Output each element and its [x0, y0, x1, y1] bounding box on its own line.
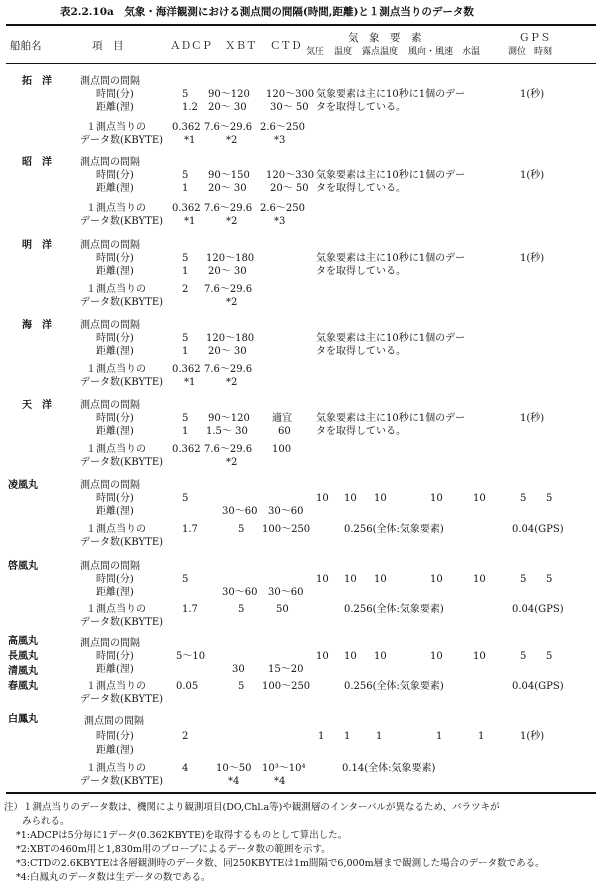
label-interval: 測点間の間隔 — [80, 480, 140, 491]
met-wind: 1 — [436, 731, 443, 742]
adcp-time: 5 — [182, 333, 189, 344]
label-per1: １測点当りの — [86, 284, 146, 295]
ctd-dist: 30～ 50 — [270, 102, 309, 113]
label-per1: １測点当りの — [86, 122, 146, 133]
met-water: 10 — [473, 574, 486, 585]
adcp-time: 5 — [182, 413, 189, 424]
header-gps-pos: 測位 — [508, 47, 527, 57]
header-adcp: ＡＤＣＰ — [170, 40, 212, 52]
label-time: 時間(分) — [96, 731, 134, 742]
header-gps-time: 時刻 — [534, 47, 553, 57]
note-3: *3:CTDの2.6KBYTEは各層観測時のデータ数、同250KBYTEは1m間隔で6,000m層まで観測した場合のデータ数である。 — [16, 858, 545, 869]
label-interval: 測点間の間隔 — [84, 716, 144, 727]
met-wind: 10 — [430, 651, 443, 662]
label-per2: データ数(KBYTE) — [80, 537, 164, 548]
xbt-dist: 30～60 — [222, 506, 258, 517]
adcp-mark: *1 — [184, 135, 196, 146]
header-met-pressure: 気圧 — [306, 47, 325, 57]
table-bottom-rule — [6, 792, 596, 794]
note-1: *1:ADCPは5分毎に1データ(0.362KBYTE)を取得するものとして算出した。 — [16, 830, 348, 841]
met-note-line1: 気象要素は主に10秒に1個のデー — [316, 170, 466, 181]
ctd-time: 120～300 — [266, 89, 315, 100]
ship-name: 清風丸 — [8, 666, 38, 677]
met-wind: 10 — [430, 574, 443, 585]
label-per1: １測点当りの — [86, 681, 146, 692]
adcp-size: 0.05 — [176, 681, 199, 692]
gps-pos: 5 — [520, 574, 527, 585]
header-met-water: 水温 — [462, 47, 481, 57]
adcp-time: 5 — [182, 89, 189, 100]
note-4: *4:白鳳丸のデータ数は生データの数である。 — [16, 872, 211, 883]
label-per1: １測点当りの — [86, 524, 146, 535]
label-per1: １測点当りの — [86, 444, 146, 455]
header-gps: ＧＰＳ — [519, 32, 551, 44]
label-interval: 測点間の間隔 — [80, 320, 140, 331]
ctd-mark: *3 — [274, 135, 286, 146]
xbt-time: 90～120 — [208, 89, 250, 100]
label-dist: 距離(浬) — [96, 506, 134, 517]
adcp-time: 5 — [182, 574, 189, 585]
xbt-size: 5 — [238, 604, 245, 615]
ship-name: 白鳳丸 — [8, 714, 38, 725]
xbt-time: 120～180 — [206, 333, 255, 344]
ship-name: 春風丸 — [8, 681, 38, 692]
ctd-dist: 60 — [278, 426, 291, 437]
met-water: 10 — [473, 493, 486, 504]
met-pressure: 1 — [318, 731, 325, 742]
xbt-dist: 1.5～ 30 — [206, 426, 248, 437]
label-interval: 測点間の間隔 — [80, 76, 140, 87]
label-time: 時間(分) — [96, 89, 134, 100]
ctd-time: 適宜 — [272, 413, 292, 424]
label-per2: データ数(KBYTE) — [80, 776, 164, 787]
label-time: 時間(分) — [96, 574, 134, 585]
table-title: 表2.2.10a 気象・海洋観測における測点間の間隔(時間,距離)と１測点当りのデータ数 — [60, 6, 474, 18]
ship-name: 天 洋 — [22, 400, 52, 411]
adcp-mark: *1 — [184, 377, 196, 388]
adcp-dist: 1 — [182, 183, 189, 194]
met-note-line2: タを取得している。 — [316, 426, 406, 437]
label-per2: データ数(KBYTE) — [80, 617, 164, 628]
header-bottom-rule — [6, 63, 596, 64]
adcp-time: 5 — [182, 253, 189, 264]
ctd-size: 50 — [276, 604, 289, 615]
adcp-time: 5～10 — [176, 651, 206, 662]
header-top-rule — [6, 24, 596, 26]
met-dew: 1 — [376, 731, 383, 742]
met-water: 1 — [478, 731, 485, 742]
xbt-dist: 20～ 30 — [208, 183, 247, 194]
gps-pos: 5 — [520, 493, 527, 504]
ctd-size: 100～250 — [262, 681, 311, 692]
met-dew: 10 — [374, 651, 387, 662]
gps-value: 1(秒) — [520, 413, 545, 424]
adcp-size: 1.7 — [182, 524, 198, 535]
label-interval: 測点間の間隔 — [80, 240, 140, 251]
note-main-line2: みられる。 — [22, 816, 70, 827]
met-temp: 1 — [344, 731, 351, 742]
met-note-line1: 気象要素は主に10秒に1個のデー — [316, 413, 466, 424]
label-dist: 距離(浬) — [96, 346, 134, 357]
gps-value: 1(秒) — [520, 253, 545, 264]
met-temp: 10 — [344, 493, 357, 504]
label-per2: データ数(KBYTE) — [80, 694, 164, 705]
note-2: *2:XBTの460m用と1,830m用のプローブによるデータ数の範囲を示す。 — [16, 844, 331, 855]
met-wind: 10 — [430, 493, 443, 504]
met-pressure: 10 — [316, 493, 329, 504]
label-time: 時間(分) — [96, 493, 134, 504]
xbt-mark: *2 — [226, 216, 238, 227]
met-size: 0.256(全体:気象要素) — [344, 524, 444, 535]
ctd-mark: *3 — [274, 216, 286, 227]
ship-name: 凌風丸 — [8, 480, 38, 491]
ship-name: 昭 洋 — [22, 157, 52, 168]
xbt-dist: 20～ 30 — [208, 102, 247, 113]
label-per1: １測点当りの — [86, 364, 146, 375]
xbt-size: 5 — [238, 681, 245, 692]
met-note-line2: タを取得している。 — [316, 102, 406, 113]
gps-time: 5 — [546, 574, 553, 585]
met-note-line2: タを取得している。 — [316, 183, 406, 194]
gps-size: 0.04(GPS) — [512, 681, 564, 692]
label-per2: データ数(KBYTE) — [80, 216, 164, 227]
label-dist: 距離(浬) — [96, 426, 134, 437]
xbt-size: 7.6～29.6 — [204, 122, 253, 133]
adcp-size: 4 — [182, 763, 189, 774]
xbt-size: 5 — [238, 524, 245, 535]
header-ship: 船舶名 — [10, 40, 42, 52]
xbt-mark: *2 — [226, 135, 238, 146]
adcp-time: 5 — [182, 170, 189, 181]
xbt-dist: 20～ 30 — [208, 346, 247, 357]
label-dist: 距離(浬) — [96, 745, 134, 756]
met-temp: 10 — [344, 651, 357, 662]
header-met-wind: 風向・風速 — [408, 47, 454, 57]
adcp-size: 2 — [182, 284, 189, 295]
xbt-dist: 20～ 30 — [208, 266, 247, 277]
header-met-dew: 露点温度 — [362, 47, 399, 57]
gps-value: 1(秒) — [520, 731, 545, 742]
met-note-line1: 気象要素は主に10秒に1個のデー — [316, 333, 466, 344]
label-per1: １測点当りの — [86, 604, 146, 615]
label-dist: 距離(浬) — [96, 102, 134, 113]
label-per2: データ数(KBYTE) — [80, 377, 164, 388]
header-xbt: ＸＢＴ — [225, 40, 257, 52]
met-dew: 10 — [374, 574, 387, 585]
met-temp: 10 — [344, 574, 357, 585]
xbt-dist: 30～60 — [222, 587, 258, 598]
label-time: 時間(分) — [96, 651, 134, 662]
ctd-size: 100～250 — [262, 524, 311, 535]
header-item: 項 目 — [92, 40, 124, 52]
xbt-mark: *2 — [226, 297, 238, 308]
gps-pos: 5 — [520, 651, 527, 662]
adcp-size: 1.7 — [182, 604, 198, 615]
gps-time: 5 — [546, 651, 553, 662]
label-time: 時間(分) — [96, 170, 134, 181]
met-dew: 10 — [374, 493, 387, 504]
met-note-line1: 気象要素は主に10秒に1個のデー — [316, 253, 466, 264]
xbt-size: 7.6～29.6 — [204, 284, 253, 295]
met-size: 0.256(全体:気象要素) — [344, 604, 444, 615]
xbt-mark: *2 — [226, 457, 238, 468]
xbt-mark: *4 — [228, 776, 240, 787]
met-note-line1: 気象要素は主に10秒に1個のデー — [316, 89, 466, 100]
xbt-size: 10～50 — [216, 763, 252, 774]
ctd-dist: 30～60 — [268, 587, 304, 598]
label-per2: データ数(KBYTE) — [80, 297, 164, 308]
ship-name: 拓 洋 — [22, 76, 52, 87]
adcp-size: 0.362 — [172, 203, 201, 214]
xbt-size: 7.6～29.6 — [204, 444, 253, 455]
ctd-size: 2.6～250 — [260, 203, 305, 214]
met-water: 10 — [473, 651, 486, 662]
note-main-line1: 注）１測点当りのデータ数は、機関により観測項目(DO,Chl.a等)や観測層のインターバルが異なるため、バラツキが — [4, 802, 500, 813]
label-time: 時間(分) — [96, 253, 134, 264]
label-dist: 距離(浬) — [96, 266, 134, 277]
adcp-time: 2 — [182, 731, 189, 742]
label-time: 時間(分) — [96, 413, 134, 424]
label-interval: 測点間の間隔 — [80, 157, 140, 168]
xbt-time: 90～150 — [208, 170, 250, 181]
header-ctd: ＣＴＤ — [270, 40, 302, 52]
ship-name: 啓風丸 — [8, 561, 38, 572]
label-per2: データ数(KBYTE) — [80, 457, 164, 468]
gps-size: 0.04(GPS) — [512, 604, 564, 615]
adcp-dist: 1 — [182, 426, 189, 437]
ship-name: 明 洋 — [22, 240, 52, 251]
adcp-dist: 1.2 — [182, 102, 198, 113]
met-note-line2: タを取得している。 — [316, 266, 406, 277]
label-time: 時間(分) — [96, 333, 134, 344]
ship-name: 海 洋 — [22, 320, 52, 331]
ctd-dist: 30～60 — [268, 506, 304, 517]
label-interval: 測点間の間隔 — [80, 561, 140, 572]
adcp-time: 5 — [182, 493, 189, 504]
xbt-time: 120～180 — [206, 253, 255, 264]
ctd-mark: *4 — [274, 776, 286, 787]
xbt-mark: *2 — [226, 377, 238, 388]
ctd-size: 2.6～250 — [260, 122, 305, 133]
gps-time: 5 — [546, 493, 553, 504]
ctd-dist: 20～ 50 — [270, 183, 309, 194]
adcp-size: 0.362 — [172, 364, 201, 375]
ctd-dist: 15～20 — [268, 664, 304, 675]
met-pressure: 10 — [316, 651, 329, 662]
label-interval: 測点間の間隔 — [80, 638, 140, 649]
adcp-dist: 1 — [182, 266, 189, 277]
label-dist: 距離(浬) — [96, 587, 134, 598]
met-note-line2: タを取得している。 — [316, 346, 406, 357]
label-interval: 測点間の間隔 — [80, 400, 140, 411]
met-pressure: 10 — [316, 574, 329, 585]
label-per1: １測点当りの — [86, 763, 146, 774]
ctd-size: 100 — [272, 444, 292, 455]
ctd-size: 10³～10⁴ — [262, 763, 306, 774]
ctd-time: 120～330 — [266, 170, 315, 181]
adcp-mark: *1 — [184, 216, 196, 227]
xbt-dist: 30 — [232, 664, 245, 675]
ship-name: 高風丸 — [8, 636, 38, 647]
met-size: 0.256(全体:気象要素) — [344, 681, 444, 692]
ship-name: 長風丸 — [8, 651, 38, 662]
xbt-size: 7.6～29.6 — [204, 364, 253, 375]
xbt-time: 90～120 — [208, 413, 250, 424]
label-dist: 距離(浬) — [96, 183, 134, 194]
adcp-size: 0.362 — [172, 444, 201, 455]
gps-value: 1(秒) — [520, 170, 545, 181]
label-per1: １測点当りの — [86, 203, 146, 214]
label-per2: データ数(KBYTE) — [80, 135, 164, 146]
gps-size: 0.04(GPS) — [512, 524, 564, 535]
adcp-dist: 1 — [182, 346, 189, 357]
gps-value: 1(秒) — [520, 89, 545, 100]
xbt-size: 7.6～29.6 — [204, 203, 253, 214]
adcp-size: 0.362 — [172, 122, 201, 133]
header-met-temp: 温度 — [334, 47, 353, 57]
header-met: 気 象 要 素 — [348, 32, 422, 44]
met-size: 0.14(全体:気象要素) — [342, 763, 436, 774]
label-dist: 距離(浬) — [96, 664, 134, 675]
